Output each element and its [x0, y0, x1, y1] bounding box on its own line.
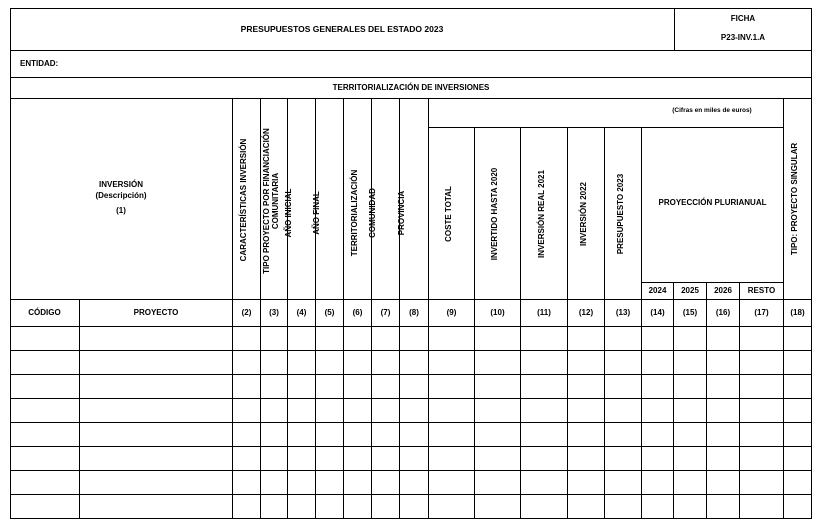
inversion-number: (1) — [116, 206, 126, 216]
ficha-label: FICHA — [730, 14, 756, 24]
col-header-ano-inicial: AÑO INICIAL — [284, 188, 293, 238]
col-num-5: (5) — [324, 308, 335, 318]
col-header-invertido-2020: INVERTIDO HASTA 2020 — [490, 167, 499, 261]
form-title: PRESUPUESTOS GENERALES DEL ESTADO 2023 — [240, 23, 444, 34]
line-below-section — [10, 98, 812, 99]
col-header-comunidad: COMUNIDAD — [368, 188, 377, 238]
year-2026: 2026 — [714, 286, 732, 296]
col-num-12: (12) — [578, 308, 594, 318]
inversion-title: INVERSIÓN — [98, 180, 143, 190]
col-header-ano-final: AÑO FINAL — [312, 191, 321, 235]
col-num-2: (2) — [241, 308, 252, 318]
entidad-label: ENTIDAD: — [20, 59, 59, 69]
col-num-13: (13) — [615, 308, 631, 318]
col-header-presupuesto-2023: PRESUPUESTO 2023 — [616, 173, 625, 255]
border-bottom — [10, 518, 812, 519]
col-num-4: (4) — [296, 308, 307, 318]
col-num-14: (14) — [650, 308, 665, 318]
data-row[interactable] — [11, 351, 811, 374]
year-resto: RESTO — [747, 286, 776, 296]
ficha-code: P23-INV.1.A — [720, 33, 766, 43]
data-row[interactable] — [11, 327, 811, 350]
col-num-16: (16) — [715, 308, 731, 318]
col-header-tipo-proyecto — [263, 121, 285, 281]
col-header-proyeccion-plurianual: PROYECCIÓN PLURIANUAL — [658, 198, 767, 208]
col-header-tipo-proyecto-line2: COMUNITARIA — [270, 172, 280, 230]
col-header-inversion-real-2021: INVERSIÓN REAL 2021 — [537, 170, 546, 258]
line-below-cifras — [428, 127, 783, 128]
col-header-coste-total: COSTE TOTAL — [444, 186, 453, 242]
col-header-territorializacion: TERRITORIALIZACIÓN — [350, 169, 359, 257]
col-header-inversion-2022: INVERSIÓN 2022 — [579, 181, 588, 247]
data-row[interactable] — [11, 471, 811, 494]
data-row[interactable] — [11, 423, 811, 446]
col-header-provincia: PROVINCIA — [397, 190, 406, 236]
col-num-6: (6) — [352, 308, 363, 318]
col-header-tipo-proyecto-singular: TIPO: PROYECTO SINGULAR — [790, 142, 799, 256]
data-row[interactable] — [11, 447, 811, 470]
inversion-subtitle: (Descripción) — [95, 191, 147, 201]
section-title: TERRITORIALIZACIÓN DE INVERSIONES — [332, 83, 490, 93]
col-num-7: (7) — [380, 308, 391, 318]
col-header-tipo-proyecto-line1: TIPO PROYECTO POR FINANCIACIÓN — [262, 128, 271, 274]
year-2024: 2024 — [648, 286, 667, 296]
line-below-header — [10, 50, 812, 51]
col-num-10: (10) — [490, 308, 505, 318]
data-row[interactable] — [11, 375, 811, 398]
col-num-8: (8) — [409, 308, 419, 318]
col-num-15: (15) — [682, 308, 698, 318]
year-2025: 2025 — [681, 286, 699, 296]
cifras-note: (Cifras en miles de euros) — [672, 107, 752, 115]
col-num-9: (9) — [446, 308, 457, 318]
data-row[interactable] — [11, 399, 811, 422]
data-row[interactable] — [11, 495, 811, 518]
col-num-11: (11) — [537, 308, 551, 318]
proyecto-header: PROYECTO — [133, 308, 179, 318]
col-num-3: (3) — [269, 308, 279, 318]
col-header-caracteristicas: CARACTERÍSTICAS INVERSIÓN — [239, 138, 248, 262]
col-num-17: (17) — [754, 308, 769, 318]
codigo-header: CÓDIGO — [28, 308, 61, 318]
col-num-18: (18) — [790, 308, 805, 318]
